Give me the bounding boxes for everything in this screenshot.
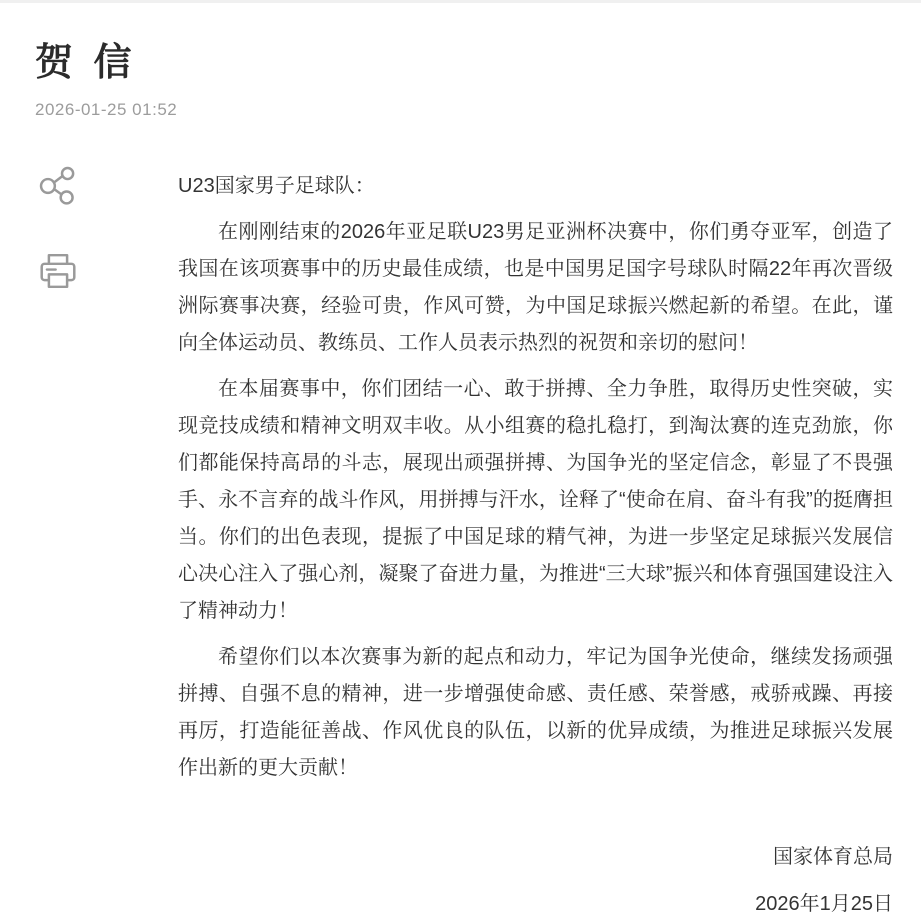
- print-icon: [35, 248, 81, 294]
- signature-block: [178, 839, 893, 922]
- action-rail: [0, 160, 178, 294]
- share-button[interactable]: [35, 162, 81, 208]
- letter-paragraph-3: 希望你们以本次赛事为新的起点和动力，牢记为国争光使命，继续发扬顽强拼搏、自强不息的精神，进一步增强使命感、责任感、荣誉感，戒骄戒躁、再接再厉，打造能征善战、作风优良的队伍，以新的优异成绩，为推进足球振兴发展作出新的更大贡献！: [178, 646, 893, 779]
- page-title: 贺 信: [35, 42, 133, 84]
- signature-org: 国家体育总局: [773, 846, 893, 868]
- letter-body: [178, 160, 893, 922]
- letter-paragraph-1: 在刚刚结束的2026年亚足联U23男足亚洲杯决赛中，你们勇夺亚军，创造了我国在该项赛事中的历史最佳成绩，也是中国男足国字号球队时隔22年再次晋级洲际赛事决赛，经验可贵，作风可赞，为中国足球振兴燃起新的希望。在此，谨向全体运动员、教练员、工作人员表示热烈的祝贺和亲切的慰问！: [178, 221, 893, 354]
- signature-date: 2026年1月25日: [755, 893, 893, 915]
- letter-header: [0, 3, 921, 120]
- salutation: U23国家男子足球队：: [178, 175, 375, 197]
- print-button[interactable]: [35, 248, 81, 294]
- letter-paragraph-2: 在本届赛事中，你们团结一心、敢于拼搏、全力争胜，取得历史性突破，实现竞技成绩和精神文明双丰收。从小组赛的稳扎稳打，到淘汰赛的连克劲旅，你们都能保持高昂的斗志，展现出顽强拼搏、为国争光的坚定信念，彰显了不畏强手、永不言弃的战斗作风，用拼搏与汗水，诠释了“使命在肩、奋斗有我”的挺膺担当。你们的出色表现，提振了中国足球的精气神，为进一步坚定足球振兴发展信心决心注入了强心剂，凝聚了奋进力量，为推进“三大球”振兴和体育强国建设注入了精神动力！: [178, 378, 893, 622]
- main-area: [0, 160, 921, 922]
- publish-timestamp: 2026-01-25 01:52: [35, 100, 178, 119]
- share-icon: [35, 162, 81, 208]
